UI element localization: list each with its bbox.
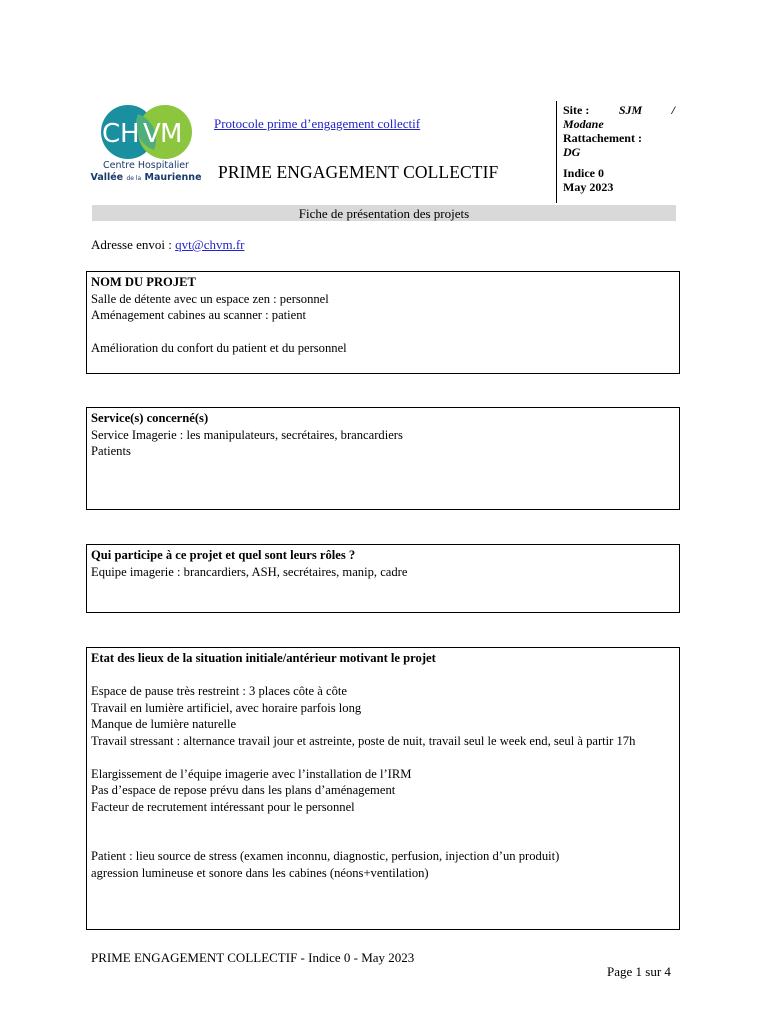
box-line	[91, 667, 675, 684]
site-value: SJM	[618, 103, 643, 117]
indice: Indice 0	[563, 166, 605, 180]
box-line: agression lumineuse et sonore dans les cabines (néons+ventilation)	[91, 865, 429, 880]
box-line: Equipe imagerie : brancardiers, ASH, secrétaires, manip, cadre	[91, 564, 408, 579]
rattachement-value: DG	[563, 145, 581, 159]
section-banner: Fiche de présentation des projets	[92, 205, 676, 221]
logo-line2-b: de la	[126, 175, 142, 182]
site-label: Site :	[563, 103, 590, 117]
email-link[interactable]: qvt@chvm.fr	[175, 237, 245, 252]
box-line	[91, 324, 675, 341]
box-line: Patients	[91, 444, 131, 458]
box-services	[86, 407, 680, 510]
footer-text: PRIME ENGAGEMENT COLLECTIF - Indice 0 - May 2023	[91, 950, 415, 965]
protocol-link[interactable]: Protocole prime d’engagement collectif	[214, 116, 421, 131]
box-line	[91, 832, 675, 849]
logo-letter-c: C	[102, 119, 121, 149]
site-value-b: Modane	[563, 117, 604, 131]
box-line: Facteur de recrutement intéressant pour le personnel	[91, 799, 355, 814]
box-line: Pas d’espace de repose prévu dans les plans d’aménagement	[91, 783, 396, 797]
address-line	[91, 237, 245, 253]
box-heading: NOM DU PROJET	[91, 275, 196, 289]
box-heading: Qui participe à ce projet et quel sont leurs rôles ?	[91, 548, 356, 562]
box-line: Amélioration du confort du patient et du personnel	[91, 341, 347, 355]
box-line: Travail en lumière artificiel, avec horaire parfois long	[91, 700, 362, 715]
box-line: Espace de pause très restreint : 3 places côte à côte	[91, 684, 347, 698]
site-row	[563, 103, 675, 117]
logo-letter-h: H	[120, 119, 140, 149]
logo-letter-m: M	[160, 119, 183, 149]
header-divider	[556, 101, 557, 203]
box-line: Travail stressant : alternance travail jour et astreinte, poste de nuit, travail seul le week end, seul à partir 17h	[91, 733, 636, 748]
box-line	[91, 749, 675, 766]
box-line: Aménagement cabines au scanner : patient	[91, 308, 307, 322]
svg-text:Vallée de la Mauri	[90, 172, 201, 183]
logo-line2-a: Vallée	[90, 172, 124, 183]
chvm-logo	[90, 104, 202, 192]
address-label: Adresse envoi :	[91, 237, 176, 252]
page-number: Page 1 sur 4	[607, 964, 671, 979]
box-line: Patient : lieu source de stress (examen inconnu, diagnostic, perfusion, injection d’un produit)	[91, 849, 560, 863]
box-heading: Etat des lieux de la situation initiale/antérieur motivant le projet	[91, 651, 436, 665]
site-slash: /	[671, 103, 675, 117]
rattachement-label: Rattachement :	[563, 131, 642, 145]
logo-line2-c: Maurienne	[144, 172, 202, 183]
date: May 2023	[563, 180, 614, 194]
box-etat-des-lieux	[86, 647, 680, 930]
box-line: Salle de détente avec un espace zen : personnel	[91, 291, 329, 306]
box-nom-projet	[86, 271, 680, 374]
box-heading: Service(s) concerné(s)	[91, 411, 209, 425]
box-line: Elargissement de l’équipe imagerie avec l’installation de l’IRM	[91, 766, 412, 781]
document-info	[563, 103, 675, 194]
document-title: PRIME ENGAGEMENT COLLECTIF	[218, 162, 499, 182]
box-line	[91, 815, 675, 832]
logo-letter-v: V	[143, 119, 161, 149]
box-line: Service Imagerie : les manipulateurs, secrétaires, brancardiers	[91, 427, 403, 442]
box-participants	[86, 544, 680, 613]
logo-line1: Centre Hospitalier	[103, 160, 189, 171]
box-line: Manque de lumière naturelle	[91, 717, 237, 731]
